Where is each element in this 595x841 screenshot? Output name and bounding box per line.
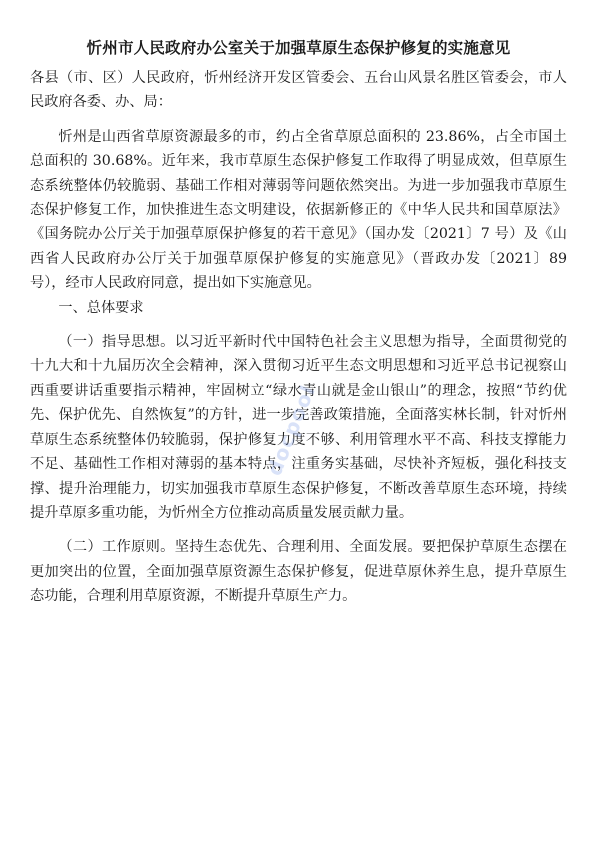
section-heading-general-requirements: 一、总体要求	[58, 299, 144, 316]
intro-paragraph: 忻州是山西省草原资源最多的市，约占全省草原总面积的 23.86%，占全市国土总面积的 30.68%。近年来，我市草原生态保护修复工作取得了明显成效，但草原生态系统整体仍较脆弱、基础工作相对薄弱等问题依然突出。为进一步加强我市草原生态保护修复工作，加快推进生态文明建设，依据新修正的《中华人民共和国草原法》《国务院办公厅关于加强草原保护修复的若干意见》（国办发〔2021〕7 号）及《山西省人民政府办公厅关于加强草原保护修复的实施意见》（晋政办发〔2021〕89 号），经市人民政府同意，提出如下实施意见。	[30, 128, 567, 292]
addressee-paragraph: 各县（市、区）人民政府，忻州经济开发区管委会、五台山风景名胜区管委会，市人民政府各委、办、局：	[30, 70, 567, 111]
watermark-logo: docpool	[262, 381, 321, 479]
document-title: 忻州市人民政府办公室关于加强草原生态保护修复的实施意见	[86, 39, 511, 57]
guiding-thought-paragraph: （一）指导思想。以习近平新时代中国特色社会主义思想为指导，全面贯彻党的十九大和十九届历次全会精神，深入贯彻习近平生态文明思想和习近平总书记视察山西重要讲话重要指示精神，牢固树立“绿水青山就是金山银山”的理念，按照“节约优先、保护优先、自然恢复”的方针，进一步完善政策措施，全面落实林长制，针对忻州草原生态系统整体仍较脆弱，保护修复力度不够、利用管理水平不高、科技支撑能力不足、基础性工作相对薄弱的基本特点，注重务实基础，尽快补齐短板，强化科技支撑、提升治理能力，切实加强我市草原生态保护修复，不断改善草原生态环境，持续提升草原多重功能，为忻州全方位推动高质量发展贡献力量。	[30, 334, 567, 521]
work-principles-paragraph: （二）工作原则。坚持生态优先、合理利用、全面发展。要把保护草原生态摆在更加突出的位置，全面加强草原资源生态保护修复，促进草原休养生息，提升草原生态功能，合理利用草原资源，不断提升草原生产力。	[30, 539, 567, 605]
